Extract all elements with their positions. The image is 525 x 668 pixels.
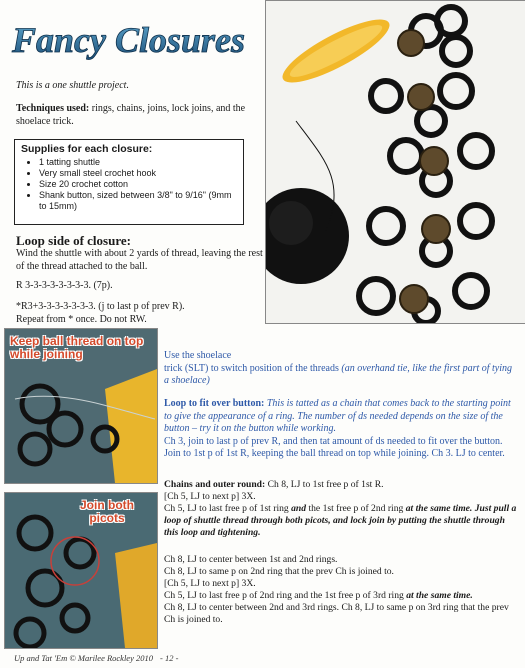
loop-fit-italic: This is tatted as a chain that comes back to the starting point to give the appearance of a ring. The number of ds needed depends on the size of the button – try it on the button while working. (164, 398, 511, 434)
page-title (8, 14, 268, 64)
main-photo (265, 0, 525, 324)
supply-item: • Size 20 crochet cotton (39, 179, 237, 190)
supplies-box (14, 139, 244, 225)
ring-repeat-line: *R3+3-3-3-3-3-3-3. (j to last p of prev R). (16, 301, 185, 312)
footer-credit: Up and Tat 'Em © Marilee Rockley 2010 (14, 653, 153, 663)
join-picots-photo (4, 492, 158, 649)
join-ball-thread-photo (4, 328, 158, 484)
chains-line-8: Ch 8, LJ to center between 2nd and 3rd rings. Ch 8, LJ to same p on 3rd ring that the prev Ch is joined to. (164, 602, 509, 625)
chains-line-1 (164, 479, 519, 491)
page-number: - 12 - (160, 653, 179, 663)
chains-line-4: Ch 8, LJ to center between 1st and 2nd rings. (164, 554, 338, 565)
shoelace-section (164, 350, 519, 388)
chains-first-step: Ch 8, LJ to 1st free p of 1st R. (265, 479, 384, 490)
chains-section (164, 479, 519, 539)
chains-line-3 (164, 503, 519, 539)
shoelace-line-1: Use the shoelace (164, 350, 232, 361)
loop-fit-section (164, 398, 519, 461)
loop-fit-instructions: Ch 3, join to last p of prev R, and then tat amount of ds needed to fit over the button. Join to 1st p of 1st R, keeping the ball thread on top while joining. Ch 3. LJ to center. (164, 435, 505, 459)
supplies-heading: Supplies for each closure: (21, 143, 153, 155)
chains-line-5: Ch 8, LJ to same p on 2nd ring that the prev Ch is joined to. (164, 566, 394, 577)
chains-step-7b: at the same time. (406, 590, 473, 601)
keep-ball-caption: Keep ball thread on top while joining (10, 334, 144, 361)
repeat-note: Repeat from * once. Do not RW. (16, 313, 147, 325)
chains-step-c: the 1st free p of 2nd ring (306, 503, 406, 514)
loop-side-heading: Loop side of closure: (16, 233, 131, 248)
chains-line-7 (164, 590, 519, 602)
supply-item: • Very small steel crochet hook (39, 168, 237, 179)
supply-item: • 1 tatting shuttle (39, 157, 237, 168)
supply-item: • Shank button, sized between 3/8" to 9/16" (9mm to 15mm) (39, 190, 237, 212)
chains-step-d: at the same time. Just pull a loop of shuttle thread through both picots, and lock join by putting the shuttle through this loop and tightening. (164, 503, 517, 538)
ring-repeat-instruction (16, 301, 266, 326)
join-picots-caption: Join both picots (80, 498, 134, 525)
supplies-list (21, 157, 237, 212)
ring-instruction: R 3-3-3-3-3-3-3-3. (7p). (16, 280, 113, 291)
chains-heading: Chains and outer round: (164, 479, 266, 490)
shoelace-line-2 (164, 363, 519, 388)
loop-side-desc: Wind the shuttle with about 2 yards of thread, leaving the rest of the thread attached to the ball. (16, 248, 263, 272)
techniques-text (16, 103, 256, 128)
chains-and: and (291, 503, 307, 514)
techniques-label: Techniques used: (16, 103, 90, 114)
techniques-value: rings, chains, joins, lock joins, and the shoelace trick. (16, 103, 246, 127)
chains-line-6: [Ch 5, LJ to next p] 3X. (164, 578, 256, 589)
title-text: Fancy Closures (12, 20, 246, 60)
chains-section-2 (164, 554, 519, 626)
intro-text: This is a one shuttle project. (16, 80, 129, 91)
loop-fit-heading: Loop to fit over button: (164, 398, 265, 409)
chains-step-a: Ch 5, LJ to last free p of 1st ring (164, 503, 292, 514)
chains-step-7a: Ch 5, LJ to last free p of 2nd ring and the 1st free p of 3rd ring (164, 590, 407, 601)
chains-line-2: [Ch 5, LJ to next p] 3X. (164, 491, 256, 502)
shoelace-text: trick (SLT) to switch position of the threads (164, 362, 342, 374)
shoelace-italic: (an overhand tie, like the first part of tying a shoelace) (164, 362, 513, 386)
